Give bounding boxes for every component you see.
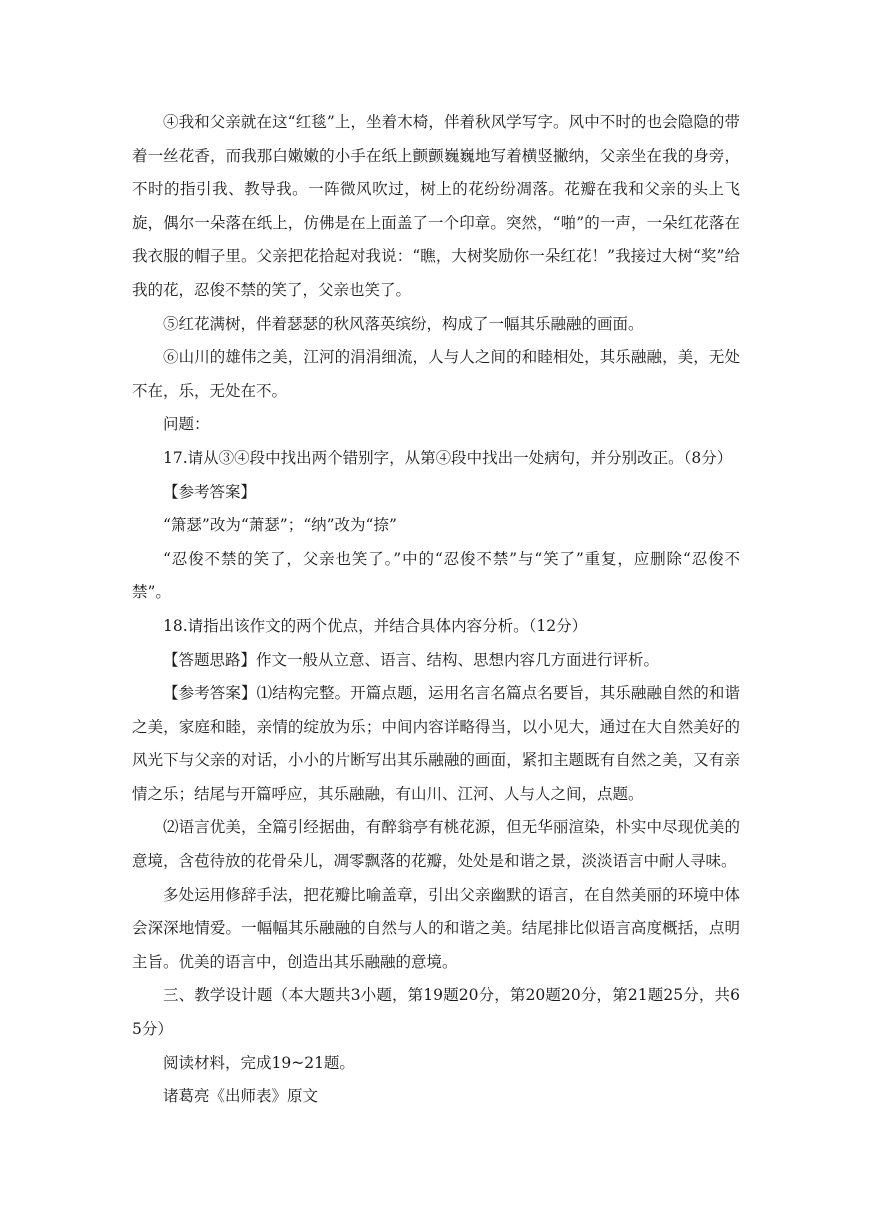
paragraph-4: ④我和父亲就在这“红毯”上，坐着木椅，伴着秋风学写字。风中不时的也会隐隐的带着一丝花香，而我那白嫩嫩的小手在纸上颤颤巍巍地写着横竖撇纳，父亲坐在我的身旁，不时的指引我、教导我。一阵微风吹过，树上的花纷纷凋落。花瓣在我和父亲的头上飞旋，偶尔一朵落在纸上，仿佛是在上面盖了一个印章。突然，“啪”的一声，一朵红花落在我衣服的帽子里。父亲把花拾起对我说：“瞧，大树奖励你一朵红花！”我接过大树“奖”给我的花，忍俊不禁的笑了，父亲也笑了。 [132, 113, 740, 299]
reading-instruction: 阅读材料，完成19~21题。 [163, 1053, 355, 1072]
reference-answer-label: 【参考答案】 [163, 482, 257, 501]
question-label: 问题： [163, 415, 210, 434]
section-3-heading: 三、教学设计题（本大题共3小题，第19题20分，第20题20分，第21题25分，共65分） [132, 986, 740, 1039]
source-text-title: 诸葛亮《出师表》原文 [163, 1087, 319, 1106]
question-17: 17.请从③④段中找出两个错别字，从第④段中找出一处病句，并分别改正。（8分） [163, 448, 733, 467]
answer-17-typos: “箫瑟”改为“萧瑟”；“纳”改为“捺” [163, 516, 397, 535]
document-body [132, 106, 740, 1114]
answer-18-approach: 【答题思路】作文一般从立意、语言、结构、思想内容几方面进行评析。 [163, 650, 660, 669]
answer-17-sentence: “忍俊不禁的笑了，父亲也笑了。”中的“忍俊不禁”与“笑了”重复，应删除“忍俊不禁”。 [132, 549, 740, 602]
answer-18-structure: 【参考答案】⑴结构完整。开篇点题，运用名言名篇点名要旨，其乐融融自然的和谐之美，家庭和睦，亲情的绽放为乐；中间内容详略得当，以小见大，通过在大自然美好的风光下与父亲的对话，小小的片断写出其乐融融的画面，紧扣主题既有自然之美，又有亲情之乐；结尾与开篇呼应，其乐融融，有山川、江河、人与人之间，点题。 [132, 684, 740, 803]
paragraph-6: ⑥山川的雄伟之美，江河的涓涓细流，人与人之间的和睦相处，其乐融融，美，无处不在，乐，无处在不。 [132, 348, 740, 400]
answer-18-rhetoric: 多处运用修辞手法，把花瓣比喻盖章，引出父亲幽默的语言，在自然美丽的环境中体会深深地情爱。一幅幅其乐融融的自然与人的和谐之美。结尾排比似语言高度概括，点明主旨。优美的语言中，创造出其乐融融的意境。 [132, 885, 740, 971]
question-18: 18.请指出该作文的两个优点，并结合具体内容分析。（12分） [163, 616, 588, 635]
paragraph-5: ⑤红花满树，伴着瑟瑟的秋风落英缤纷，构成了一幅其乐融融的画面。 [163, 314, 644, 333]
answer-18-language: ⑵语言优美，全篇引经据曲，有醉翁亭有桃花源，但无华丽渲染，朴实中尽现优美的意境，含苞待放的花骨朵儿，凋零飘落的花瓣，处处是和谐之景，淡淡语言中耐人寻味。 [132, 818, 740, 871]
